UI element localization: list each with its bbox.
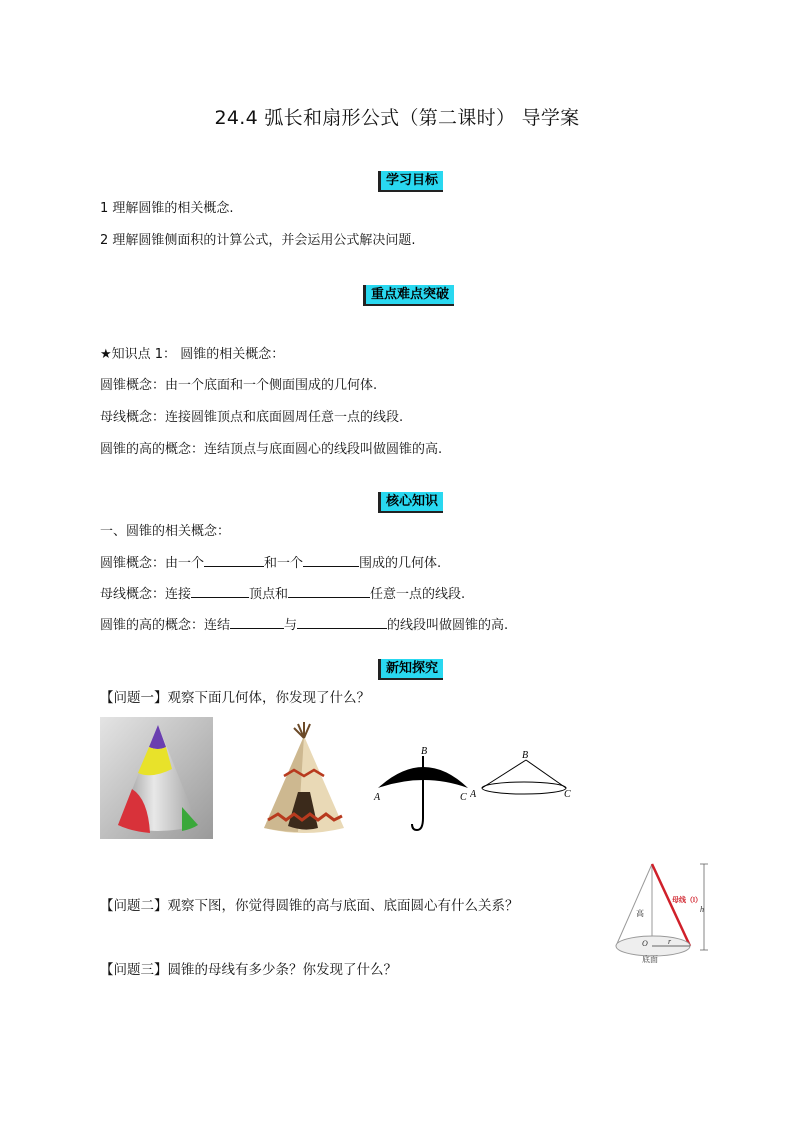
blank-line[interactable] — [191, 585, 249, 598]
section-heading-core: 核心知识 — [378, 492, 443, 513]
cone-height-diagram — [610, 860, 720, 970]
umbrella-right-label: C — [460, 792, 467, 803]
section-heading-explore: 新知探究 — [378, 659, 443, 680]
section-heading-goals: 学习目标 — [378, 171, 443, 192]
fill-text: 与 — [284, 618, 298, 633]
base-label: 底面 — [642, 955, 658, 964]
key-point-item-3: 圆锥的高的概念：连结顶点与底面圆心的线段叫做圆锥的高. — [100, 442, 443, 457]
blank-line[interactable] — [288, 585, 370, 598]
page-title: 24.4 弧长和扇形公式（第二课时） 导学案 — [214, 107, 580, 129]
blank-line[interactable] — [303, 554, 359, 567]
blank-line[interactable] — [297, 616, 387, 629]
fill-text: 圆锥的高的概念：连结 — [100, 618, 231, 633]
umbrella-left-label: A — [374, 792, 381, 803]
fill-text: 顶点和 — [249, 587, 289, 602]
slant-label: 母线（l） — [672, 896, 702, 904]
fill-text: 母线概念：连接 — [100, 587, 192, 602]
blank-line[interactable] — [204, 554, 264, 567]
teepee-image — [258, 722, 350, 840]
question-2: 【问题二】观察下图，你觉得圆锥的高与底面、底面圆心有什么关系？ — [100, 898, 519, 914]
h-label: h — [700, 905, 704, 914]
cone-outline-diagram — [470, 748, 576, 800]
fill-text: 任意一点的线段. — [370, 587, 466, 602]
umbrella-diagram — [372, 742, 474, 834]
knowledge-point-title: ★知识点 1： 圆锥的相关概念： — [100, 347, 285, 362]
section-heading-key-points: 重点难点突破 — [363, 285, 454, 306]
blank-line[interactable] — [230, 616, 284, 629]
cone-left-label: A — [470, 789, 477, 800]
core-subtitle: 一、圆锥的相关概念： — [100, 524, 231, 539]
cone-right-label: C — [564, 789, 571, 800]
fill-text: 圆锥概念：由一个 — [100, 556, 205, 571]
fill-line-3 — [100, 614, 508, 633]
radius-label: r — [668, 937, 672, 946]
fill-text: 和一个 — [264, 556, 304, 571]
question-1: 【问题一】观察下面几何体，你发现了什么？ — [100, 690, 370, 706]
fill-line-2 — [100, 583, 465, 602]
umbrella-apex-label: B — [421, 746, 428, 757]
question-3: 【问题三】圆锥的母线有多少条？你发现了什么？ — [100, 962, 397, 978]
fill-text: 的线段叫做圆锥的高. — [387, 618, 509, 633]
fill-line-1 — [100, 552, 441, 571]
goal-item-1: 1 理解圆锥的相关概念. — [100, 201, 234, 216]
center-label: O — [642, 939, 648, 948]
key-point-item-2: 母线概念：连接圆锥顶点和底面圆周任意一点的线段. — [100, 410, 404, 425]
height-label: 高 — [636, 909, 644, 918]
goal-item-2: 2 理解圆锥侧面积的计算公式，并会运用公式解决问题. — [100, 233, 416, 248]
key-point-item-1: 圆锥概念：由一个底面和一个侧面围成的几何体. — [100, 378, 378, 393]
colored-cone-image — [100, 717, 213, 839]
cone-apex-label: B — [522, 750, 529, 761]
fill-text: 围成的几何体. — [359, 556, 442, 571]
